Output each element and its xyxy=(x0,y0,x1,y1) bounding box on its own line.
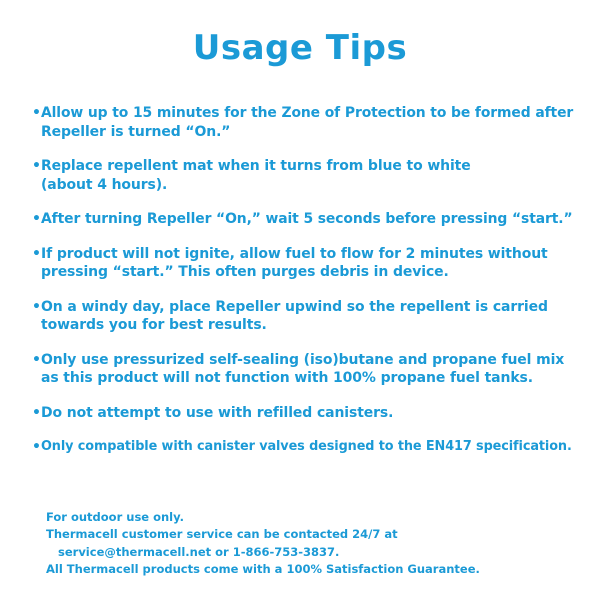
bullet-icon: • xyxy=(32,404,41,421)
tip-line: towards you for best results. xyxy=(41,317,267,333)
tip-line: Only use pressurized self-sealing (iso)butane and propane fuel mix xyxy=(41,351,565,368)
page-title: Usage Tips xyxy=(192,28,408,68)
tip-line: pressing “start.” This often purges debris in device. xyxy=(41,264,449,280)
tip-line: On a windy day, place Repeller upwind so the repellent is carried xyxy=(41,298,548,315)
tip-line: Replace repellent mat when it turns from blue to white xyxy=(41,158,471,174)
tip-line: Do not attempt to use with refilled canisters. xyxy=(41,404,394,421)
footer-notice xyxy=(46,509,566,579)
bullet-icon: • xyxy=(32,245,41,262)
tip-item xyxy=(34,104,574,141)
tip-line: as this product will not function with 100% propane fuel tanks. xyxy=(41,370,533,386)
tip-item xyxy=(34,438,574,457)
tip-item xyxy=(34,157,574,194)
bullet-icon: • xyxy=(32,439,41,455)
tip-line: (about 4 hours). xyxy=(41,176,168,193)
tip-line: If product will not ignite, allow fuel to flow for 2 minutes without xyxy=(41,245,548,262)
tip-line: Repeller is turned “On.” xyxy=(41,123,231,140)
tip-line: Allow up to 15 minutes for the Zone of Protection to be formed after xyxy=(41,105,574,121)
tip-item xyxy=(34,210,574,229)
bullet-icon: • xyxy=(32,158,41,174)
bullet-icon: • xyxy=(32,105,41,121)
outdoor-use-note: For outdoor use only. xyxy=(46,510,184,524)
tip-item xyxy=(34,298,574,335)
tip-item xyxy=(34,351,574,388)
tip-line: After turning Repeller “On,” wait 5 seconds before pressing “start.” xyxy=(41,211,573,227)
guarantee-note: All Thermacell products come with a 100% Satisfaction Guarantee. xyxy=(46,562,480,577)
tip-line: Only compatible with canister valves designed to the EN417 specification. xyxy=(41,439,572,454)
tip-item xyxy=(34,404,574,423)
bullet-icon: • xyxy=(32,351,41,368)
customer-service-note: Thermacell customer service can be contacted 24/7 at xyxy=(46,527,398,542)
contact-info: service@thermacell.net or 1-866-753-3837. xyxy=(58,544,340,559)
tips-list xyxy=(34,104,574,473)
tip-item xyxy=(34,245,574,282)
bullet-icon: • xyxy=(32,298,41,315)
bullet-icon: • xyxy=(32,211,41,227)
